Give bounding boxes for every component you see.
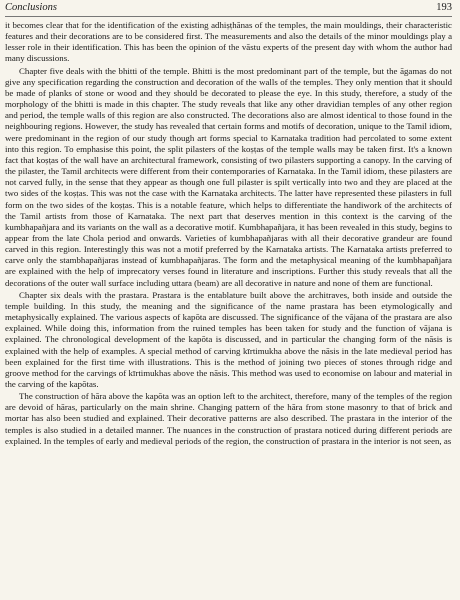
paragraph-2: Chapter five deals with the bhitti of the temple. Bhitti is the most predominant part of the temple, but the āgamas do not give any specification regarding the construction and decoration of the walls of the temples. They only mention that it should be made of planks of stone or wood and they should be decorated to please the eye. In this study, therefore, a study of the morphology of the bhitti is made in this chapter. The study reveals that like any other dravidian temples of any other region and period, the temple walls of this region are also constructed. The decorations also are almost identical to those found in the neighbouring regions. However, the study has revealed that certain forms and motifs of decoration, unique to the Tamil idiom, were predominant in the region of our study though art forms special to Karnataka tradition had percolated to some extent into this region. To emphasise this point, the split pilasters of the koṣṭas of the temple walls may be taken first. It's a known fact that koṣṭas of the wall have an architectural framework, consisting of two pilasters supporting a canopy. In the carving of the pilaster, the Tamil architects were different from their contemporaries of Karnataka. In the Tamil idiom, these pilasters are not carved fully, in the sense that they appear as though one full pilaster is spilt vertically into two and they are placed at the two sides of the koṣṭas. This was not the case with the Karnataka architects. The latter have represented these pilasters in full form on the two sides of the koṣṭas. This is a notable feature, which helps to differentiate the handiwork of the architects of the Tamil artists from those of Karnataka. The next part that deserves mention in this context is the carving of the kumbhapañjara and its variants on the wall as a decorative motif. Kumbhapañjara, it has been revealed in this study, begins to appear from the late Chola period and onwards. Varieties of kumbhapañjaras with all their decorative grandeur are found carved in this region. Interestingly this was not a motif preferred by the Karnataka artists. The Karnataka artists preferred to carve only the stambhapañjaras instead of kumbhapañjaras. The form and the metaphysical meaning of the kumbhapañjara are explained with the help of imprecatory verses found in literature and inscriptions. Further this study reveals that all the decorations of the outer wall surface including uttara (beam) are all decorative in nature and none of them are functional. <box>5 65 452 288</box>
paragraph-1: it becomes clear that for the identification of the existing adhiṣṭhānas of the temples, the main mouldings, their characteristic features and their decorations are to be considered first. The measurements and also the details of the minor mouldings play a lesser role in their identification. This has been the opinion of the vāstu experts of the present day with whom the author had many discussions. <box>5 20 452 64</box>
running-title: Conclusions <box>5 2 57 13</box>
paragraph-4: The construction of hāra above the kapōta was an option left to the architect, therefore, many of the temples of the region are devoid of hāras, particularly on the main shrine. Changing pattern of the hāra from stone masonry to that of brick and mortar has also been studied and explained. Their decorative patterns are also described. The prastara in the interior of the temples is also studied in a detailed manner. The nuances in the construction of prastara noticed during different periods are explained. In the temples of early and medieval periods of the region, the construction of prastara in the interior is not seen, as <box>5 391 452 446</box>
paragraph-3: Chapter six deals with the prastara. Prastara is the entablature built above the architraves, both inside and outside the temple building. In this study, the meaning and the significance of the name prastara has been etymologically and metaphysically explained. The various aspects of kapōta are discussed. The significance of the vājana of the prastara are also explained. While doing this, information from the ruined temples has been taken for study and the function of vājana is explained. The chronological development of the kapōta is discussed, and in particular the changing form of the nāsis is explained with the help of examples. A special method of carving kīrtimukha above the nāsis in the late medieval period has been explained for the first time with illustrations. This is the method of joining two pieces of stones through ridge and groove method for the carvings of kīrtimukhas above the nāsis. This method was used to economise on labour and material in the carving of the kapōtas. <box>5 289 452 389</box>
page-number: 193 <box>436 2 452 13</box>
body-text <box>5 20 452 447</box>
running-header <box>5 2 452 17</box>
